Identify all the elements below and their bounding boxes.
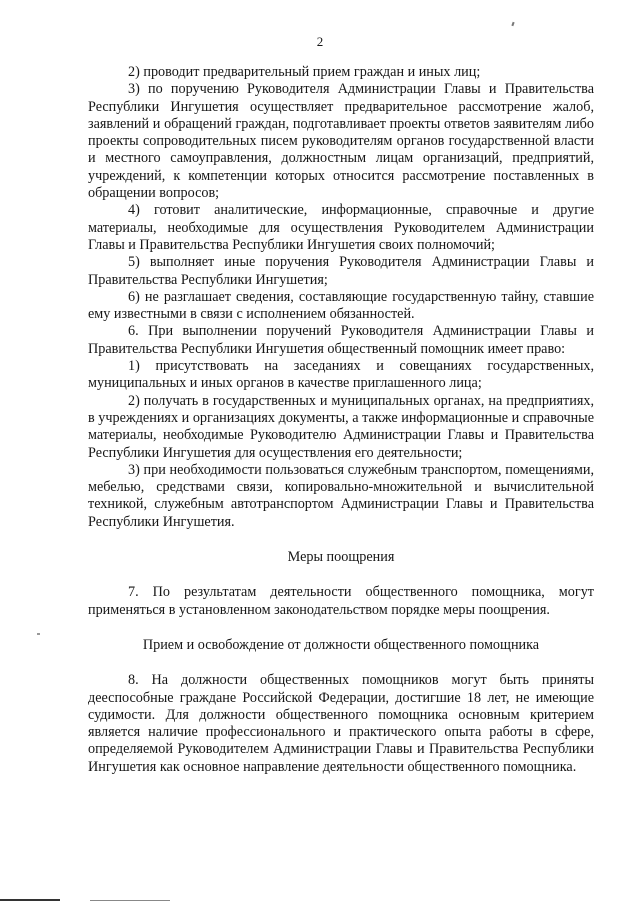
scan-mark bbox=[511, 22, 514, 26]
paragraph: 6) не разглашает сведения, составляющие государственную тайну, ставшие ему известными в связи с исполнением обязанностей. bbox=[88, 288, 594, 323]
scan-edge-marks bbox=[0, 893, 640, 905]
paragraph: 3) по поручению Руководителя Администрации Главы и Правительства Республики Ингушетия осуществляет предварительное рассмотрение жалоб, заявлений и обращений граждан, подготавливает проекты ответов заявителям либо проекты сопроводительных писем руководителям органов государственной власти и местного самоуправления, должностным лицам организаций, предприятий, учреждений, к компетенции которых относится рассмотрение поставленных в обращении вопросов; bbox=[88, 81, 594, 202]
paragraph: 5) выполняет иные поручения Руководителя Администрации Главы и Правительства Республики Ингушетия; bbox=[88, 254, 594, 288]
scan-edge-line bbox=[0, 899, 60, 901]
paragraph: 8. На должности общественных помощников могут быть приняты дееспособные граждане Российской Федерации, достигшие 18 лет, не имеющие судимости. Для должности общественного помощника основным критерием является наличие профессионального и практического опыта работы в сфере, определяемой Руководителем Администрации Главы и Правительства Республики Ингушетия как основное направление деятельности общественного помощника. bbox=[88, 672, 594, 775]
paragraph: 2) проводит предварительный прием граждан и иных лиц; bbox=[128, 64, 481, 80]
section-heading: Прием и освобождение от должности общественного помощника bbox=[142, 636, 540, 653]
paragraph: 1) присутствовать на заседаниях и совещаниях государственных, муниципальных и иных органов в качестве приглашенного лица; bbox=[88, 358, 594, 392]
paragraph: 6. При выполнении поручений Руководителя Администрации Главы и Правительства Республики Ингушетия общественный помощник имеет право: bbox=[88, 323, 594, 357]
page-number: 2 bbox=[316, 34, 324, 49]
scan-edge-line bbox=[90, 900, 170, 901]
document-body bbox=[88, 64, 594, 776]
paragraph: 7. По результатам деятельности общественного помощника, могут применяться в установленном законодательством порядке меры поощрения. bbox=[88, 584, 594, 618]
section-heading: Меры поощрения bbox=[287, 549, 395, 566]
paragraph: 4) готовит аналитические, информационные, справочные и другие материалы, необходимые для осуществления Руководителем Администрации Главы и Правительства Республики Ингушетия своих полномочий; bbox=[88, 202, 594, 253]
paragraph: 3) при необходимости пользоваться служебным транспортом, помещениями, мебелью, средствами связи, копировально-множительной и вычислительной техникой, служебным автотранспортом Администрации Главы и Правительства Республики Ингушетия. bbox=[88, 461, 594, 530]
scan-speck bbox=[37, 633, 40, 635]
paragraph: 2) получать в государственных и муниципальных органах, на предприятиях, в учреждениях и организациях документы, а также информационные и справочные материалы, необходимые Руководителю Администрации Главы и Правительства Республики Ингушетия для осуществления его деятельности; bbox=[88, 392, 594, 461]
